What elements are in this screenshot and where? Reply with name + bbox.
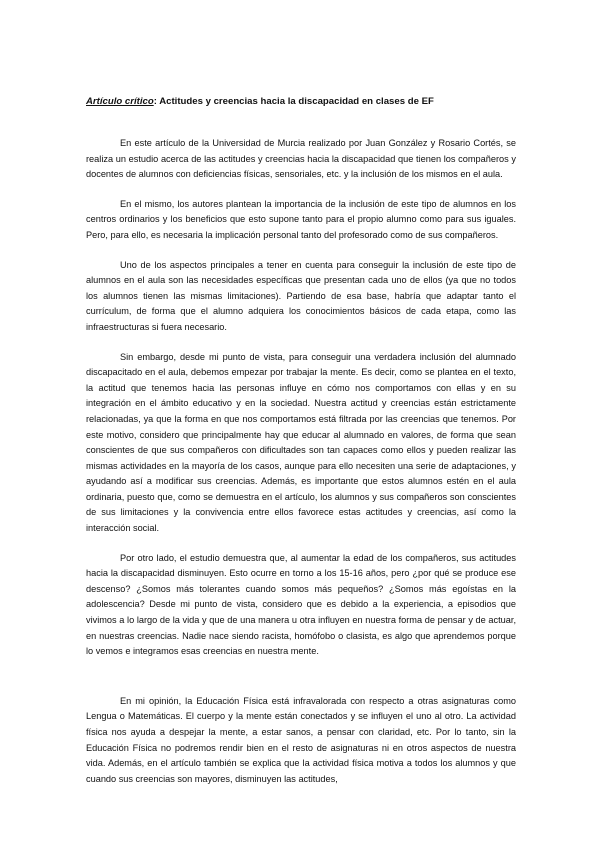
paragraph-2: En el mismo, los autores plantean la importancia de la inclusión de este tipo de alumnos en los centros ordinarios y los beneficios que esto supone tanto para el propio alumno como para sus iguales. Pero, para ello, es necesaria la implicación personal tanto del profesorado como de sus compañeros. (86, 198, 516, 240)
paragraph-6: En mi opinión, la Educación Física está infravalorada con respecto a otras asignaturas como Lengua o Matemáticas. El cuerpo y la mente están conectados y se influyen el uno al otro. La actividad física nos ayuda a despejar la mente, a estar sanos, a pensar con claridad, etc. Por lo tanto, sin la Educación Física no podremos rendir bien en el resto de asignaturas ni en otros aspectos de nuestra vida. Además, en el artículo también se explica que la actividad física motiva a todos los alumnos y que cuando sus creencias son mayores, disminuyen las actitudes, (86, 695, 516, 784)
paragraph-5: Por otro lado, el estudio demuestra que, al aumentar la edad de los compañeros, sus actitudes hacia la discapacidad disminuyen. Esto ocurre en torno a los 15-16 años, pero ¿por qué se produce ese descenso? ¿Somos más tolerantes cuando somos más pequeños? ¿Somos más egoístas en la adolescencia? Desde mi punto de vista, considero que es debido a la experiencia, a episodios que vivimos a lo largo de la vida y que de una manera u otra influyen en nuestra forma de pensar y de actuar, en nuestras creencias. Nadie nace siendo racista, homófobo o clasista, es algo que aprendemos porque lo vemos e integramos esas creencias en nuestra mente. (86, 552, 516, 657)
paragraph-1: En este artículo de la Universidad de Murcia realizado por Juan González y Rosario Cortés, se realiza un estudio acerca de las actitudes y creencias hacia la discapacidad que tienen los compañeros y docentes de alumnos con deficiencias físicas, sensoriales, etc. y la inclusión de los mismos en el aula. (86, 138, 516, 180)
paragraph-3: Uno de los aspectos principales a tener en cuenta para conseguir la inclusión de este tipo de alumnos en el aula son las necesidades específicas que presentan cada uno de ellos (ya que no todos los alumnos tienen las mismas limitaciones). Partiendo de esa base, habría que adaptar tanto el currículum, de forma que el alumno adquiera los conocimientos básicos de cada etapa, como las infraestructuras si fuera necesario. (86, 259, 516, 332)
paragraph-4: Sin embargo, desde mi punto de vista, para conseguir una verdadera inclusión del alumnado discapacitado en el aula, debemos empezar por trabajar la mente. Es decir, como se plantea en el texto, la actitud que tenemos hacia las personas influye en cómo nos comportamos con ellas y en su integración en el ámbito educativo y en la sociedad. Nuestra actitud y creencias están estrictamente relacionadas, ya que la forma en que nos comportamos está filtrada por las creencias que tenemos. Por este motivo, considero que principalmente hay que educar al alumnado en valores, de forma que sean conscientes de que sus compañeros con dificultades son tan capaces como ellos y pueden realizar las mismas actividades en la mayoría de los casos, aunque para ello necesiten una serie de adaptaciones, y ayudando así a modificar sus creencias. Además, es importante que estos alumnos estén en el aula ordinaria, puesto que, como se demuestra en el artículo, los alumnos y sus compañeros son conscientes de sus limitaciones y la convivencia entre ellos favorece estas actitudes y creencias, así como la interacción social. (86, 351, 516, 534)
title-lead: Artículo crítico (86, 96, 154, 107)
title-rest: : Actitudes y creencias hacia la discapacidad en clases de EF (153, 96, 434, 107)
document-title (86, 96, 516, 108)
